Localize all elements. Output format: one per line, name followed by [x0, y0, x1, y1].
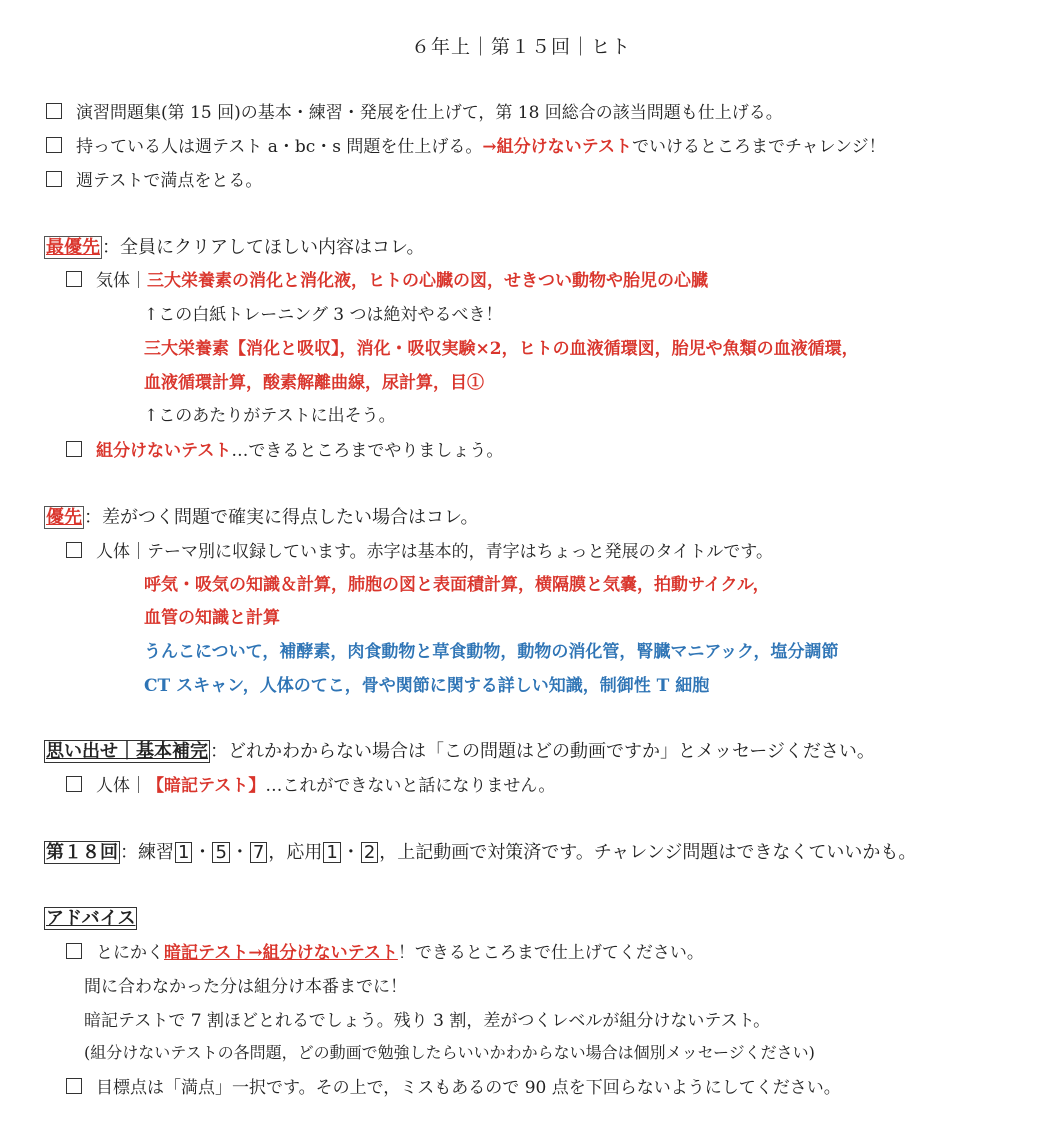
section-desc: ：どれかわからない場合は「この問題はどの動画ですか」とメッセージください。 — [210, 741, 875, 762]
topic-list-advanced: CT スキャン，人体のてこ，骨や関節に関する詳しい知識，制御性 T 細胞 — [144, 676, 710, 696]
problem-number: 1 — [323, 842, 340, 863]
section-desc: ：差がつく問題で確実に得点したい場合はコレ。 — [84, 507, 479, 528]
note-text: ↑この白紙トレーニング 3 つは絶対やるべき！ — [144, 305, 503, 325]
checklist-item — [66, 436, 503, 461]
checkbox[interactable] — [66, 1078, 82, 1094]
checkbox[interactable] — [66, 943, 82, 959]
checklist-item — [66, 1073, 841, 1098]
checkbox[interactable] — [46, 103, 62, 119]
checklist-text: 演習問題集(第 15 回)の基本・練習・発展を仕上げて，第 18 回総合の該当問題も仕上げる。 — [76, 103, 783, 123]
highlight-text: →組分けないテスト — [482, 137, 632, 157]
checkbox[interactable] — [66, 441, 82, 457]
problem-number: 5 — [212, 842, 229, 863]
checklist-item — [46, 132, 886, 157]
label-text: ：練習 — [120, 842, 174, 863]
highlight-text: 暗記テスト→組分けないテスト — [164, 943, 398, 963]
topic-list-advanced: うんこについて，補酵素，肉食動物と草食動物，動物の消化管，腎臓マニアック，塩分調節 — [144, 642, 839, 662]
checkbox[interactable] — [46, 137, 62, 153]
problem-number: 2 — [361, 842, 378, 863]
checkbox[interactable] — [66, 542, 82, 558]
checkbox[interactable] — [66, 271, 82, 287]
note-text: ↑このあたりがテストに出そう。 — [144, 406, 396, 426]
checklist-item — [66, 771, 555, 796]
checklist-item — [46, 98, 783, 123]
checklist-item — [46, 166, 262, 191]
section-desc: ，上記動画で対策済です。チャレンジ問題はできなくていいかも。 — [379, 842, 917, 863]
checklist-text: 目標点は「満点」一択です。その上で，ミスもあるので 90 点を下回らないようにしてください。 — [96, 1078, 841, 1098]
checklist-item — [66, 537, 773, 562]
checklist-text: …できるところまでやりましょう。 — [231, 441, 504, 461]
advice-text: 暗記テストで 7 割ほどとれるでしょう。残り 3 割，差がつくレベルが組分けないテスト。 — [84, 1011, 771, 1031]
checklist-text: 気体｜ — [96, 271, 147, 291]
checkbox[interactable] — [46, 171, 62, 187]
checkbox[interactable] — [66, 776, 82, 792]
section-label: 最優先 — [46, 237, 100, 258]
section-heading — [44, 838, 916, 864]
checklist-item — [66, 266, 708, 291]
highlight-text: 三大栄養素の消化と消化液，ヒトの心臓の図，せきつい動物や胎児の心臓 — [147, 271, 708, 291]
advice-text: 間に合わなかった分は組分け本番までに！ — [84, 977, 407, 997]
separator: ・ — [230, 842, 249, 863]
checklist-text: 持っている人は週テスト a・bc・s 問題を仕上げる。 — [76, 137, 483, 157]
section-label: 思い出せ｜基本補完 — [46, 741, 208, 762]
topic-list: 三大栄養素【消化と吸収】，消化・吸収実験×2，ヒトの血液循環図，胎児や魚類の血液循環， — [144, 339, 859, 359]
topic-list: 血管の知識と計算 — [144, 608, 280, 628]
section-desc: ：全員にクリアしてほしい内容はコレ。 — [102, 237, 425, 258]
checklist-text: …これができないと話になりません。 — [265, 776, 556, 796]
checklist-text: でいけるところまでチャレンジ！ — [631, 137, 886, 157]
highlight-text: 組分けないテスト — [96, 441, 232, 461]
topic-list: 呼気・吸気の知識＆計算，肺胞の図と表面積計算，横隔膜と気嚢，拍動サイクル， — [144, 575, 770, 595]
section-heading — [44, 904, 137, 930]
checklist-text: 人体｜テーマ別に収録しています。赤字は基本的，青字はちょっと発展のタイトルです。 — [96, 542, 773, 562]
highlight-text: 【暗記テスト】 — [147, 776, 266, 796]
problem-number: 7 — [250, 842, 267, 863]
checklist-text: 週テストで満点をとる。 — [76, 171, 263, 191]
checklist-text: 人体｜ — [96, 776, 147, 796]
separator: ・ — [341, 842, 360, 863]
separator: ・ — [193, 842, 212, 863]
page-title: ６年上｜第１５回｜ヒト — [410, 36, 631, 58]
label-text: ，応用 — [268, 842, 323, 863]
section-heading — [44, 503, 479, 529]
checklist-text: ！できるところまで仕上げてください。 — [397, 943, 704, 963]
checklist-text: とにかく — [96, 943, 164, 963]
advice-text: (組分けないテストの各問題，どの動画で勉強したらいいかわからない場合は個別メッセージください) — [84, 1043, 815, 1062]
problem-number: 1 — [175, 842, 192, 863]
section-label: アドバイス — [46, 908, 136, 929]
section-label: 第１８回 — [46, 842, 118, 863]
section-label: 優先 — [46, 507, 82, 528]
topic-list: 血液循環計算，酸素解離曲線，尿計算，目① — [144, 373, 484, 393]
section-heading — [44, 233, 425, 259]
section-heading — [44, 737, 875, 763]
checklist-item — [66, 938, 704, 963]
